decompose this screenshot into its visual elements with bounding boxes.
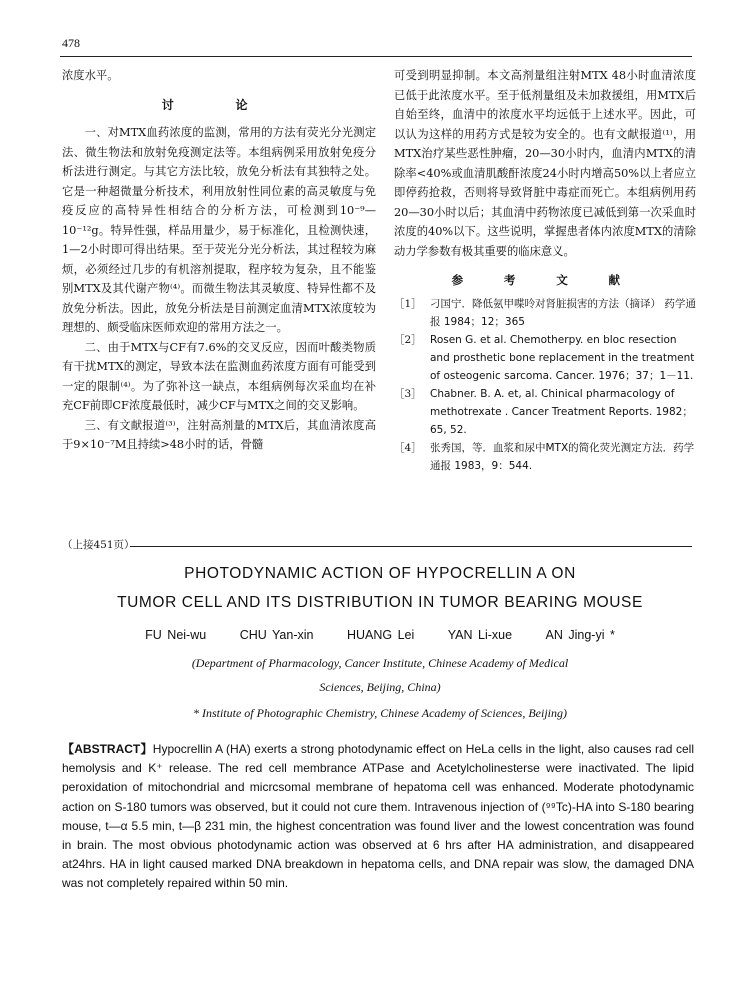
affiliation-line-2: Sciences, Beijing, China) <box>319 680 441 694</box>
reference-text: 刁国宁．降低氨甲喋呤对肾脏损害的方法（摘译） 药学通报 1984；12；365 <box>430 297 696 328</box>
reference-number: ［3］ <box>394 387 422 400</box>
author-name: HUANG Lei <box>346 628 415 642</box>
reference-item <box>394 385 696 439</box>
top-rule <box>60 56 692 57</box>
reference-item <box>394 331 696 385</box>
page-number: 478 <box>62 36 80 50</box>
reference-number: ［2］ <box>394 333 422 346</box>
reference-item <box>394 295 696 331</box>
reference-number: ［1］ <box>394 297 422 310</box>
affiliation-line-3: * Institute of Photographic Chemistry, Chinese Academy of Sciences, Beijing) <box>192 706 568 720</box>
reference-text: Chabner. B. A. et, al. Chinical pharmacology of methotrexate . Cancer Treatment Reports. 1982；65, 52. <box>430 387 693 436</box>
reference-text: Rosen G. et al. Chemotherpy. en bloc resection and prosthetic bone replacement in the treatment of osteogenic sarcoma. Cancer. 1976；37；1－11. <box>430 333 695 382</box>
discussion-paragraph-1: 一、对MTX血药浓度的监测，常用的方法有荧光分光测定法、微生物法和放射免疫测定法等。本组病例采用放射免疫分析法进行测定。与其它方法比较，放免分析法有其独特之处。它是一种超微量分析技术，利用放射性同位素的高灵敏度与免疫反应的高特异性相结合的分析方法，可检测到10⁻⁹—10⁻¹²g。特异性强，样品用量少，易于标准化，且检测快速，1—2小时即可得出结果。至于荧光分光分析法，其过程较为麻烦，必须经过几步的有机溶剂提取，程序较为复杂，且不能鉴别MTX及其代谢产物⁽⁴⁾。而微生物法其灵敏度、特异性都不及放免分析法。因此，放免分析法是目前测定血清MTX浓度较为理想的、颇受临床医师欢迎的常用方法之一。 <box>62 126 376 334</box>
author-name: YAN Li-xue <box>447 628 513 642</box>
article-title-line-2: TUMOR CELL AND ITS DISTRIBUTION IN TUMOR BEARING MOUSE <box>117 594 643 611</box>
reference-item <box>394 439 696 475</box>
reference-text: 张秀国，等．血浆和尿中MTX的简化荧光测定方法．药学通报 1983，9：544. <box>430 441 695 472</box>
abstract <box>62 740 694 894</box>
right-column <box>394 66 696 475</box>
discussion-paragraph-3: 三、有文献报道⁽³⁾，注射高剂量的MTX后，其血清浓度高于9×10⁻⁷M且持续>48小时的话，骨髓 <box>62 418 376 451</box>
discussion-continuation: 可受到明显抑制。本文高剂量组注射MTX 48小时血清浓度已低于此浓度水平。至于低剂量组及未加救援组，用MTX后自始至终，血清中的浓度水平均远低于上述水平。因此，可以认为这样的用药方式是较为安全的。也有文献报道⁽¹⁾，用MTX治疗某些恶性肿瘤，20—30小时内，血清内MTX的清除率<40%或血清肌酸酐浓度24小时内增高50%以上者应立即停药抢救，否则将导致肾脏中毒症而死亡。本组病例用药20—30小时以后；其血清中药物浓度已减低到第一次采血时浓度的40%以下。这些说明，掌握患者体内浓度MTX的清除动力学参数有极其重要的临床意义。 <box>394 69 696 258</box>
abstract-text: Hypocrellin A (HA) exerts a strong photodynamic effect on HeLa cells in the light, also causes rad cell hemolysis and K⁺ release. The red cell membrance ATPase and Acetylcholinesterse were inactivated. The lipid peroxidation of mitochondrial and micrcsomal membrane of hepatoma cell was enhanced. Moderate photodynamic action on S-180 tumors was observed, but it could not cure them. Intravenous injection of (⁹⁹Tc)-HA into S-180 bearing mouse, t—α 5.5 min, t—β 231 min, the highest concentration was found liver and the lowest concentration was found in brain. The most obvious photodynamic action was observed at 6 hrs after HA administration, and disappeared at24hrs. HA in light caused marked DNA breakdown in hepatoma cells, and DNA repair was slow, the damaged DNA was not completely repaired within 50 min. <box>62 742 695 891</box>
discussion-paragraph-2: 二、由于MTX与CF有7.6%的交叉反应，因而叶酸类物质有干扰MTX的测定，导致本法在监测血药浓度方面有可能受到一定的限制⁽⁴⁾。为了弥补这一缺点，本组病例每次采血均在补充CF前即CF浓度最低时，减少CF与MTX之间的交叉影响。 <box>62 340 376 412</box>
section-heading-discussion: 讨 论 <box>161 97 277 112</box>
author-name: FU Nei-wu <box>145 628 207 642</box>
continuation-note: （上接451页） <box>62 539 135 551</box>
abstract-label: 【ABSTRACT】 <box>62 742 153 756</box>
section-divider <box>130 546 692 547</box>
author-name: CHU Yan-xin <box>239 628 314 642</box>
references-heading: 参 考 文 献 <box>451 273 639 287</box>
left-column <box>62 66 376 455</box>
reference-list <box>394 295 696 475</box>
author-list <box>60 628 700 642</box>
affiliation-line-1: (Department of Pharmacology, Cancer Institute, Chinese Academy of Medical <box>191 656 569 670</box>
lead-text: 浓度水平。 <box>62 69 119 82</box>
article-title-line-1: PHOTODYNAMIC ACTION OF HYPOCRELLIN A ON <box>184 565 576 582</box>
author-name: AN Jing-yi * <box>545 628 615 642</box>
reference-number: ［4］ <box>394 441 422 454</box>
